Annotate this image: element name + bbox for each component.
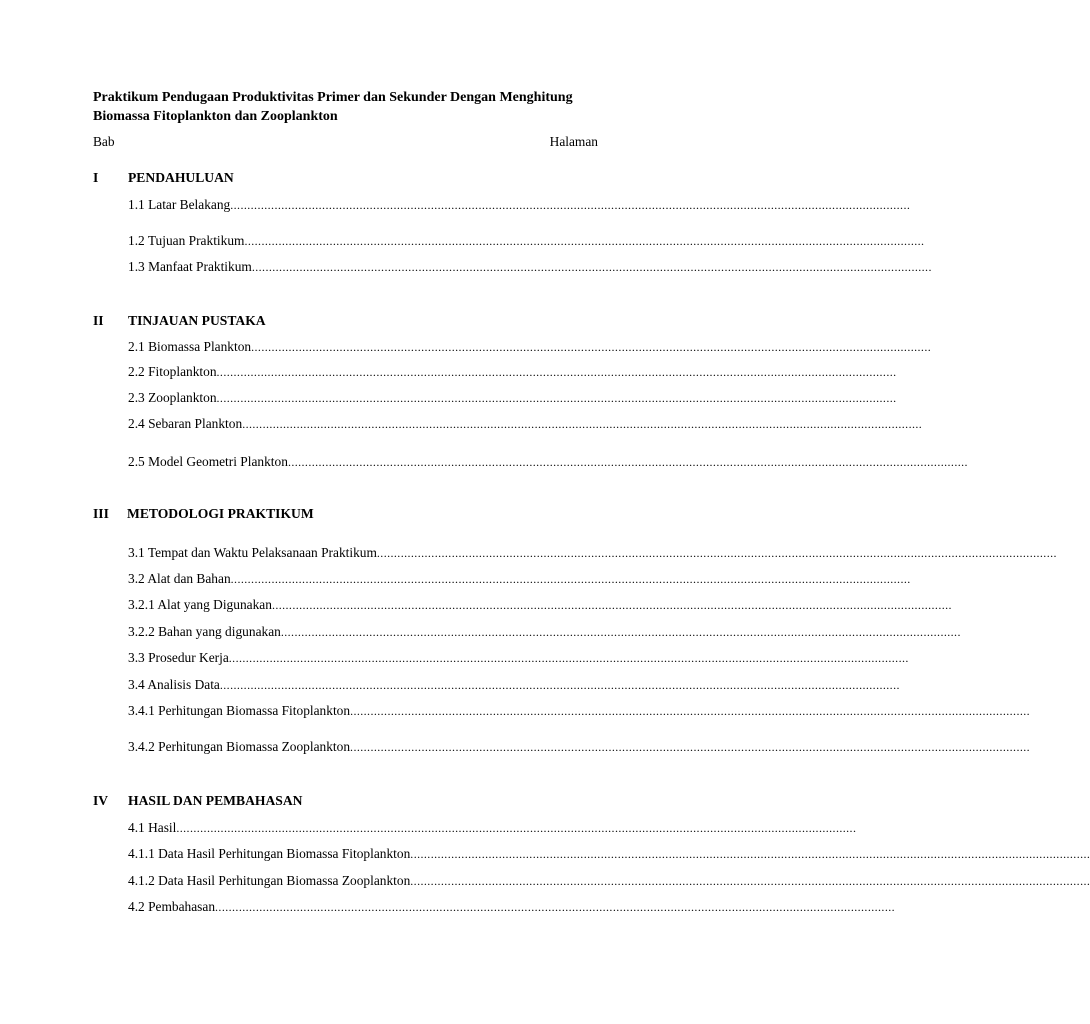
- dot-leader: ........................................................................................................................................................................................................: [176, 821, 857, 835]
- toc-entry: [128, 454, 968, 472]
- toc-entry-label: 2.1 Biomassa Plankton: [128, 339, 252, 354]
- dot-leader: ........................................................................................................................................................................................................: [242, 417, 923, 431]
- toc-entry: [128, 677, 900, 695]
- toc-entry-label: 3.2 Alat dan Bahan: [128, 571, 231, 586]
- toc-entry: [128, 846, 1090, 864]
- toc-entry-label: 3.4 Analisis Data: [128, 677, 220, 692]
- toc-entry-label: 2.3 Zooplankton: [128, 390, 217, 405]
- dot-leader: ........................................................................................................................................................................................................: [215, 900, 896, 914]
- toc-entry: [128, 390, 897, 408]
- dot-leader: ........................................................................................................................................................................................................: [219, 678, 900, 692]
- toc-entry-label: 2.2 Fitoplankton: [128, 364, 217, 379]
- toc-entry-label: 2.4 Sebaran Plankton: [128, 416, 243, 431]
- dot-leader: ........................................................................................................................................................................................................: [271, 598, 952, 612]
- chapter-title: TINJAUAN PUSTAKA: [128, 313, 266, 328]
- toc-entry-label: 1.3 Manfaat Praktikum: [128, 259, 252, 274]
- chapter-title: METODOLOGI PRAKTIKUM: [127, 506, 314, 521]
- dot-leader: ........................................................................................................................................................................................................: [410, 874, 1090, 888]
- toc-entry: [128, 597, 952, 615]
- toc-entry: [128, 650, 909, 668]
- toc-entry: [128, 416, 923, 434]
- toc-entry: [128, 364, 897, 382]
- dot-leader: ........................................................................................................................................................................................................: [376, 546, 1057, 560]
- dot-leader: ........................................................................................................................................................................................................: [350, 704, 1031, 718]
- toc-header-chapter: Bab: [93, 134, 115, 149]
- toc-header: [93, 134, 598, 152]
- toc-entry-label: 3.2.1 Alat yang Digunakan: [128, 597, 272, 612]
- toc-entry: [128, 571, 911, 589]
- dot-leader: ........................................................................................................................................................................................................: [230, 572, 911, 586]
- toc-entry-label: 1.2 Tujuan Praktikum: [128, 233, 245, 248]
- chapter-title: PENDAHULUAN: [128, 170, 234, 185]
- toc-entry-label: 4.1.1 Data Hasil Perhitungan Biomassa Fitoplankton: [128, 846, 411, 861]
- document-title: [93, 88, 673, 126]
- dot-leader: ........................................................................................................................................................................................................: [287, 455, 968, 469]
- dot-leader: ........................................................................................................................................................................................................: [410, 847, 1090, 861]
- toc-entry-label: 4.1.2 Data Hasil Perhitungan Biomassa Zooplankton: [128, 873, 411, 888]
- dot-leader: ........................................................................................................................................................................................................: [228, 651, 909, 665]
- chapter-number: IV: [93, 793, 109, 808]
- chapter-number: I: [93, 170, 99, 185]
- toc-entry-label: 3.3 Prosedur Kerja: [128, 650, 229, 665]
- toc-entry: [128, 259, 932, 277]
- toc-entry: [128, 820, 857, 838]
- toc-entry: [128, 739, 1031, 757]
- toc-entry-label: 2.5 Model Geometri Plankton: [128, 454, 288, 469]
- dot-leader: ........................................................................................................................................................................................................: [350, 740, 1031, 754]
- toc-entry: [128, 899, 896, 917]
- toc-entry-label: 3.1 Tempat dan Waktu Pelaksanaan Praktikum: [128, 545, 377, 560]
- dot-leader: ........................................................................................................................................................................................................: [280, 625, 961, 639]
- toc-entry: [128, 873, 1090, 891]
- toc-entry: [128, 233, 925, 251]
- dot-leader: ........................................................................................................................................................................................................: [216, 365, 897, 379]
- dot-leader: ........................................................................................................................................................................................................: [230, 198, 911, 212]
- chapter-number: III: [93, 506, 109, 521]
- toc-entry: [128, 339, 932, 357]
- toc-entry-label: 1.1 Latar Belakang: [128, 197, 231, 212]
- chapter-number: II: [93, 313, 104, 328]
- toc-header-page: Halaman: [549, 134, 598, 149]
- dot-leader: ........................................................................................................................................................................................................: [244, 234, 925, 248]
- document-title-line-1: Praktikum Pendugaan Produktivitas Primer dan Sekunder Dengan Menghitung: [93, 90, 573, 105]
- toc-entry-label: 3.4.2 Perhitungan Biomassa Zooplankton: [128, 739, 351, 754]
- dot-leader: ........................................................................................................................................................................................................: [251, 340, 932, 354]
- toc-entry: [128, 545, 1057, 563]
- dot-leader: ........................................................................................................................................................................................................: [216, 391, 897, 405]
- dot-leader: ........................................................................................................................................................................................................: [251, 260, 932, 274]
- toc-entry-label: 3.4.1 Perhitungan Biomassa Fitoplankton: [128, 703, 351, 718]
- toc-entry: [128, 624, 961, 642]
- chapter-title: HASIL DAN PEMBAHASAN: [128, 793, 303, 808]
- toc-entry: [128, 197, 911, 215]
- toc-entry-label: 4.1 Hasil: [128, 820, 177, 835]
- toc-entry-label: 4.2 Pembahasan: [128, 899, 216, 914]
- toc-entry: [128, 703, 1031, 721]
- toc-entry-label: 3.2.2 Bahan yang digunakan: [128, 624, 281, 639]
- document-title-line-2: Biomassa Fitoplankton dan Zooplankton: [93, 109, 338, 124]
